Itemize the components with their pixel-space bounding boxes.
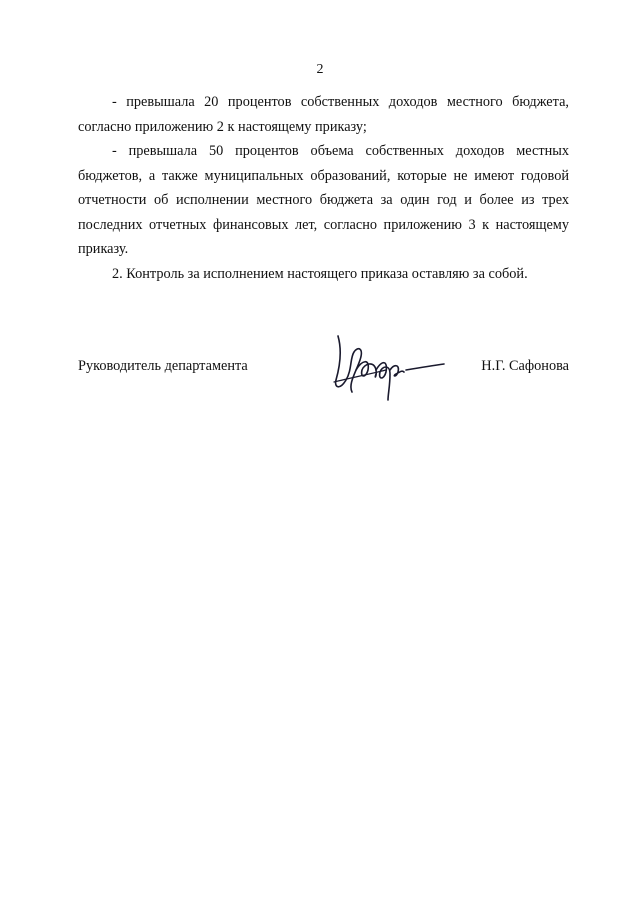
handwritten-signature xyxy=(330,330,446,402)
signer-position: Руководитель департамента xyxy=(78,358,248,374)
paragraph-list-item-1: - превышала 20 процентов собственных доходов местного бюджета, согласно приложению 2 к настоящему приказу; xyxy=(78,94,569,135)
paragraph-list-item-2: - превышала 50 процентов объема собственных доходов местных бюджетов, а также муниципальных образований, которые не имеют годовой отчетности об исполнении местного бюджета за один год и более из трех последних отчетных финансовых лет, согласно приложению 3 к настоящему приказу. xyxy=(78,143,569,257)
signature-block xyxy=(78,330,569,410)
paragraph-control-clause: 2. Контроль за исполнением настоящего приказа оставляю за собой. xyxy=(112,265,528,282)
page-number: 2 xyxy=(316,62,324,77)
document-body xyxy=(78,90,569,286)
signer-name: Н.Г. Сафонова xyxy=(481,358,569,374)
